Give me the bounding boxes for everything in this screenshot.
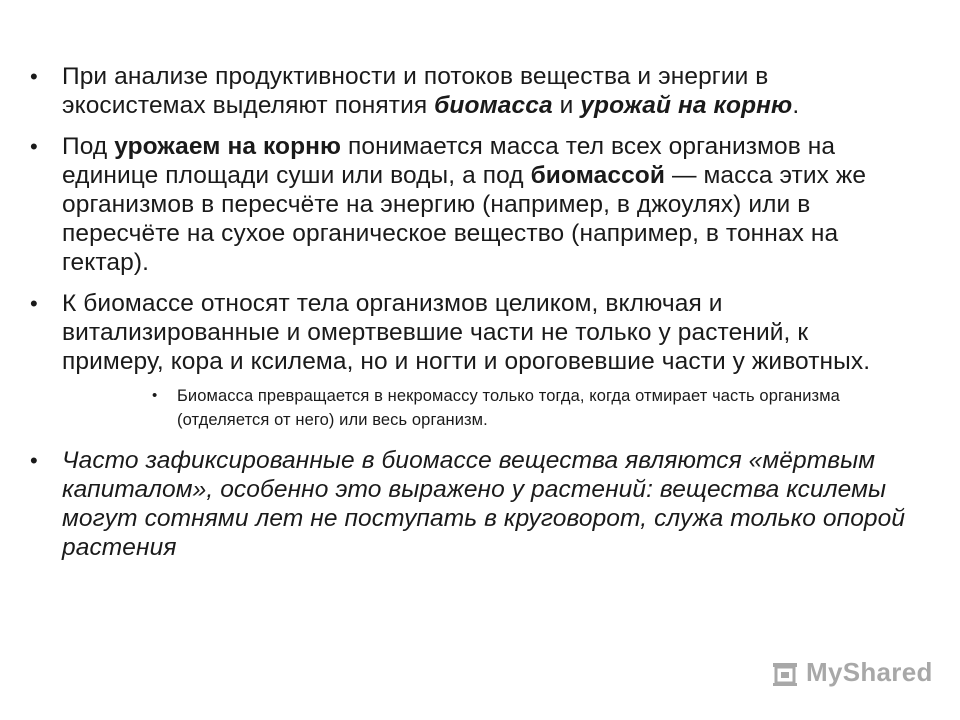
bullet-text: понимается масса тел всех организмов на единице площади суши или воды, а под [62,133,836,189]
bullet-text: При анализе продуктивности и потоков вещества и энергии в экосистемах выделяют понятия [62,63,769,119]
bullet-item [30,132,910,277]
bullet-item [30,446,910,562]
bullet-text: . [792,92,800,119]
bullet-item [30,62,910,120]
term-standing-crop: урожай на корню [580,92,793,119]
term-standing-crop: урожаем на корню [114,133,342,160]
bullet-text: — масса этих же организмов в пересчёте на энергию (например, в джоулях) или в пересчёте на сухое органическое вещество (например, в тоннах на гектар). [62,162,867,276]
bullet-text: К биомассе относят тела организмов целиком, включая и витализированные и омертвевшие части не только у растений, к примеру, кора и ксилема, но и ногти и ороговевшие части у животных. [62,290,871,375]
term-biomass: биомассой [530,162,666,189]
bullet-list [30,62,910,574]
bullet-dot: • [30,64,38,89]
watermark-text: MyShared [806,656,933,687]
bullet-text: Часто зафиксированные в биомассе вещества являются «мёртвым капиталом», особенно это выражено у растений: вещества ксилемы могут сотнями лет не поступать в круговорот, служа только опорой растения [62,447,906,561]
term-biomass: биомасса [434,92,553,119]
bullet-text: Под [62,133,115,160]
watermark [770,655,933,689]
bullet-dot: • [30,291,38,316]
sub-bullet-text: Биомасса превращается в некромассу только тогда, когда отмирает часть организма (отделяется от него) или весь организм. [177,387,840,429]
sub-bullet-item [30,384,910,432]
bullet-item [30,289,910,376]
bullet-dot: • [30,448,38,473]
bullet-text: и [552,92,581,119]
mortarboard-icon [770,655,800,689]
bullet-dot: • [152,387,158,404]
bullet-dot: • [30,134,38,159]
